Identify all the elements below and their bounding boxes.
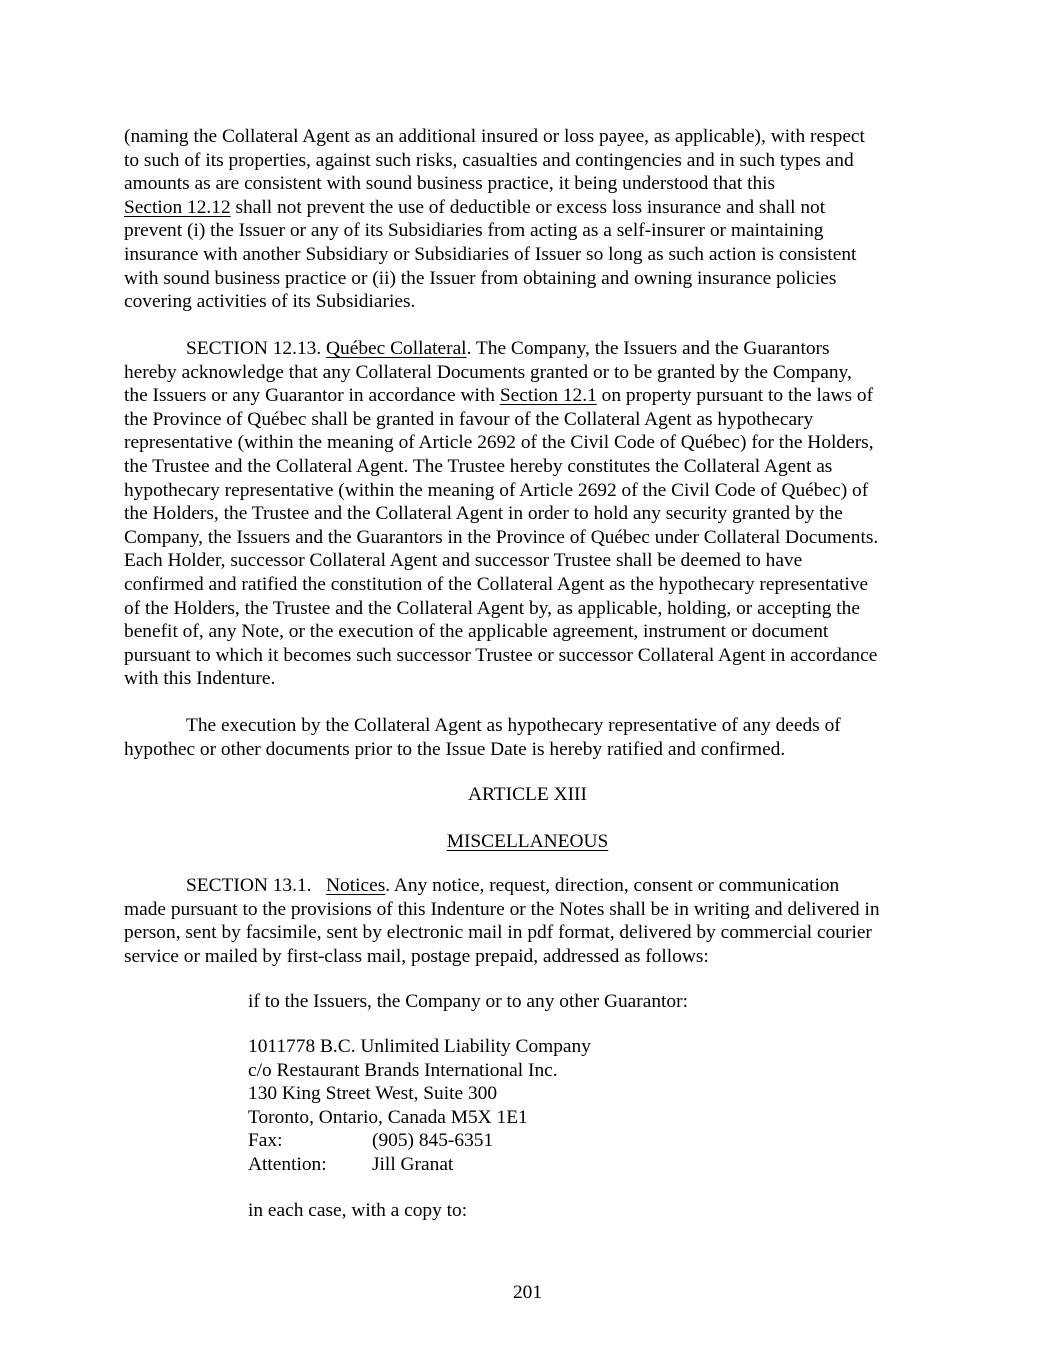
- section-title: Notices: [326, 875, 386, 896]
- text-line: insurance with another Subsidiary or Subsidiaries of Issuer so long as such action is consistent: [124, 243, 857, 265]
- text-line: the Province of Québec shall be granted in favour of the Collateral Agent as hypothecary: [124, 408, 814, 430]
- text-line: The execution by the Collateral Agent as hypothecary representative of any deeds of: [186, 715, 841, 736]
- text-line: Each Holder, successor Collateral Agent and successor Trustee shall be deemed to have: [124, 550, 803, 572]
- address-line: 130 King Street West, Suite 300: [248, 1083, 498, 1105]
- fax-label: Fax:: [248, 1130, 283, 1152]
- notice-intro: if to the Issuers, the Company or to any other Guarantor:: [248, 991, 688, 1012]
- text-line: SECTION 13.1. Notices. Any notice, request, direction, consent or communication: [186, 875, 840, 896]
- text-line: (naming the Collateral Agent as an additional insured or loss payee, as applicable), with respect: [124, 126, 865, 147]
- section-number: SECTION 13.1.: [186, 875, 327, 896]
- text-line: covering activities of its Subsidiaries.: [124, 291, 416, 313]
- text-line: made pursuant to the provisions of this Indenture or the Notes shall be in writing and delivered in: [124, 898, 880, 920]
- article-heading: ARTICLE XIII: [468, 784, 587, 805]
- text-line: amounts as are consistent with sound business practice, it being understood that this: [124, 173, 776, 195]
- text-line: benefit of, any Note, or the execution of the applicable agreement, instrument or document: [124, 621, 829, 643]
- text-line: Section 12.12 shall not prevent the use of deductible or excess loss insurance and shall not: [124, 196, 826, 218]
- address-line: Toronto, Ontario, Canada M5X 1E1: [248, 1106, 528, 1128]
- section-number: SECTION 12.13.: [186, 338, 327, 359]
- article-title: MISCELLANEOUS: [446, 831, 609, 852]
- attention-row: [248, 1153, 591, 1177]
- fax-value: (905) 845-6351: [372, 1130, 494, 1152]
- text-line: representative (within the meaning of Article 2692 of the Civil Code of Québec) for the Holders,: [124, 432, 874, 454]
- text-line: prevent (i) the Issuer or any of its Subsidiaries from acting as a self-insurer or maintaining: [124, 220, 824, 242]
- attention-label: Attention:: [248, 1153, 327, 1175]
- section-title: Québec Collateral: [326, 338, 467, 359]
- text-line: the Holders, the Trustee and the Collateral Agent in order to hold any security granted by the: [124, 503, 843, 525]
- text-line: with sound business practice or (ii) the Issuer from obtaining and owning insurance policies: [124, 267, 837, 289]
- page-number: 201: [512, 1282, 543, 1303]
- text-line: hypothec or other documents prior to the Issue Date is hereby ratified and confirmed.: [124, 738, 786, 760]
- text-line: confirmed and ratified the constitution of the Collateral Agent as the hypothecary representative: [124, 573, 869, 595]
- section-13-1: [124, 874, 944, 968]
- text-line: SECTION 12.13. Québec Collateral. The Company, the Issuers and the Guarantors: [186, 338, 830, 359]
- article-title-wrap: [0, 830, 1055, 854]
- fax-row: [248, 1129, 591, 1153]
- text-line: with this Indenture.: [124, 668, 276, 690]
- attention-value: Jill Granat: [372, 1153, 454, 1175]
- section-reference-link[interactable]: Section 12.12: [124, 196, 231, 218]
- address-line: c/o Restaurant Brands International Inc.: [248, 1059, 558, 1081]
- text-line: hereby acknowledge that any Collateral Documents granted or to be granted by the Company,: [124, 361, 852, 383]
- text-line: hypothecary representative (within the meaning of Article 2692 of the Civil Code of Québec) of: [124, 479, 869, 501]
- text-line: pursuant to which it becomes such successor Trustee or successor Collateral Agent in accordance: [124, 644, 878, 666]
- section-12-13: [124, 337, 944, 691]
- text-line: person, sent by facsimile, sent by electronic mail in pdf format, delivered by commercial courier: [124, 922, 872, 944]
- paragraph-insurance: [124, 125, 944, 314]
- text-line: Company, the Issuers and the Guarantors in the Province of Québec under Collateral Documents.: [124, 526, 879, 548]
- text-line: service or mailed by first-class mail, postage prepaid, addressed as follows:: [124, 945, 709, 967]
- text-line: to such of its properties, against such risks, casualties and contingencies and in such types and: [124, 149, 854, 171]
- text-line: of the Holders, the Trustee and the Collateral Agent by, as applicable, holding, or accepting the: [124, 597, 860, 619]
- address-line: 1011778 B.C. Unlimited Liability Company: [248, 1036, 591, 1057]
- text-line: the Issuers or any Guarantor in accordance with Section 12.1 on property pursuant to the laws of: [124, 385, 874, 407]
- text-line: the Trustee and the Collateral Agent. The Trustee hereby constitutes the Collateral Agent as: [124, 455, 833, 477]
- copy-note: in each case, with a copy to:: [248, 1200, 468, 1221]
- section-reference-link[interactable]: Section 12.1: [499, 385, 597, 407]
- address-block: [248, 1035, 591, 1177]
- paragraph-ratification: [124, 714, 944, 761]
